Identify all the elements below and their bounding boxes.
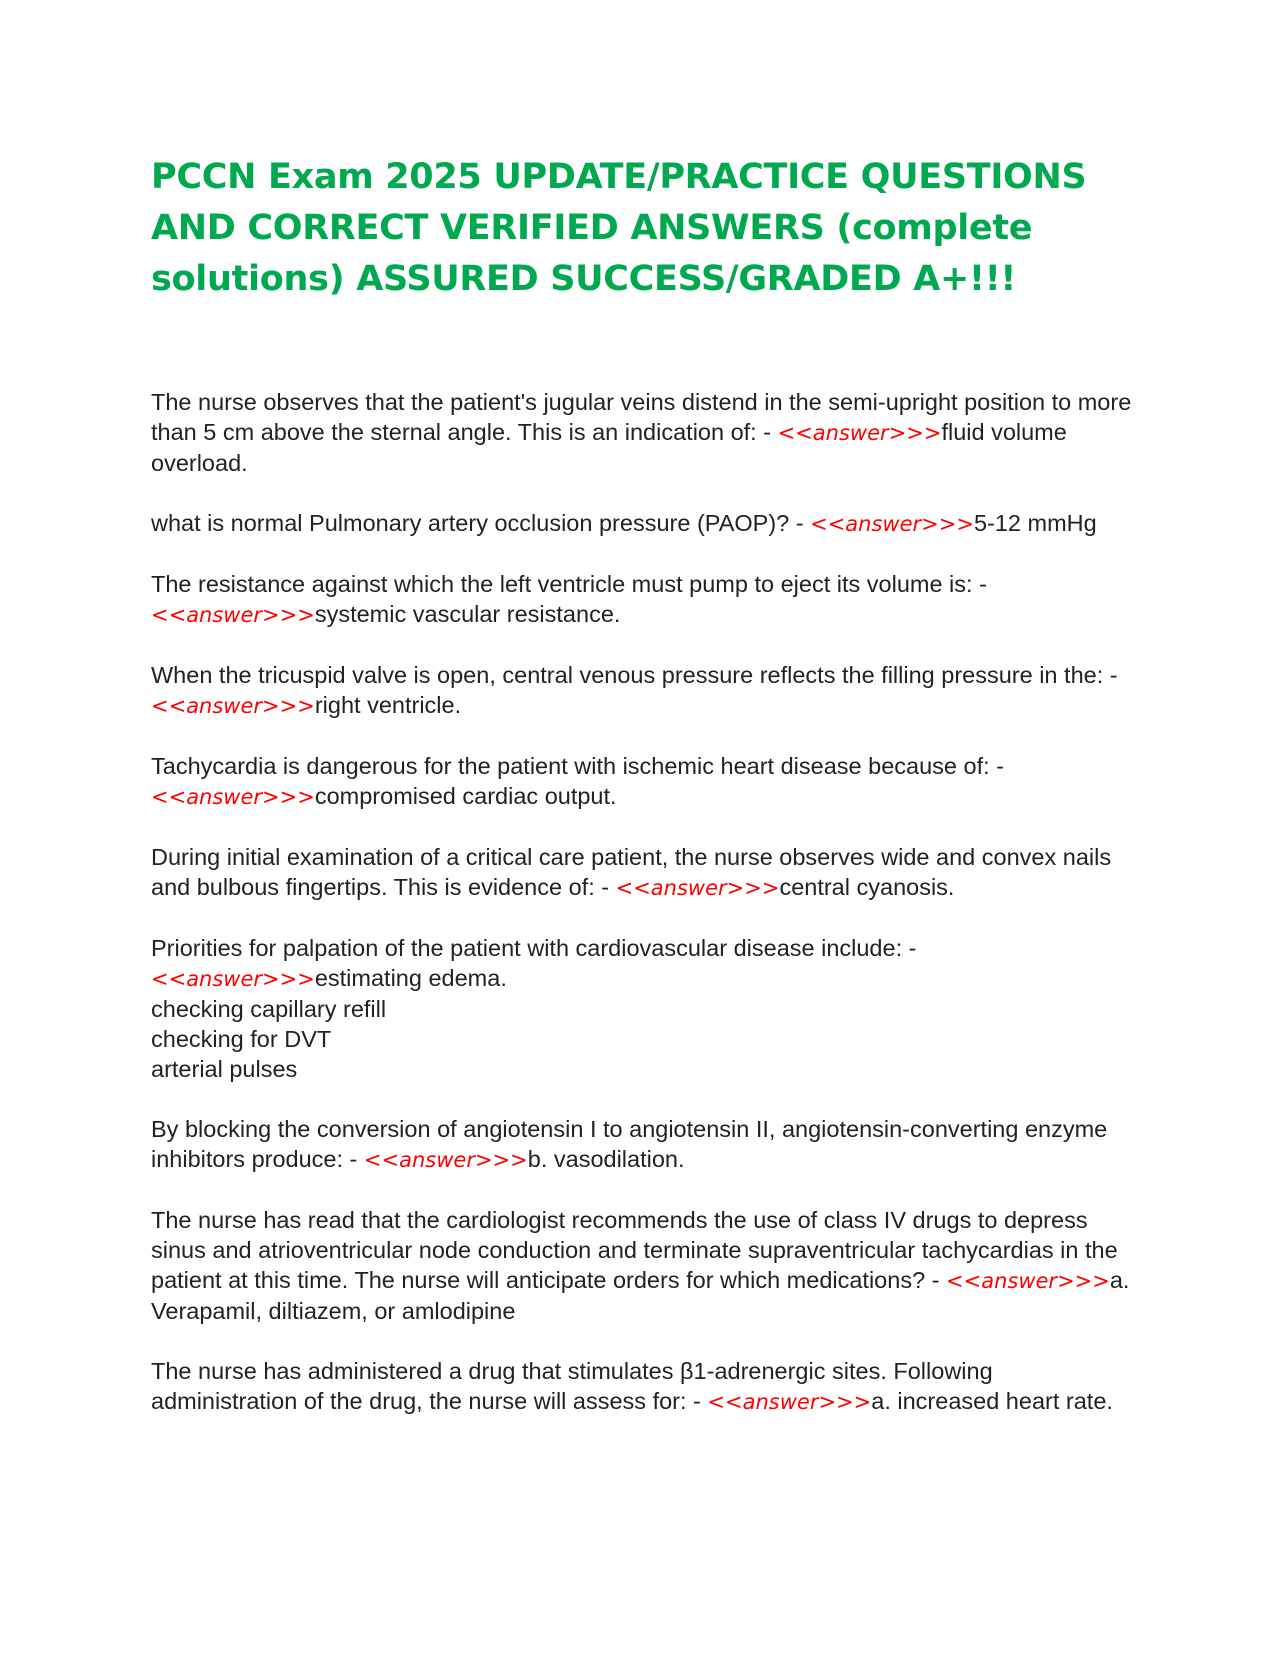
answer-marker: <<answer>>> — [151, 785, 315, 809]
qa-item — [151, 1114, 1141, 1175]
question-text: During initial examination of a critical care patient, the nurse observes wide and convex nails and bulbous fingertips. This is evidence of: - — [151, 844, 1112, 900]
question-text: The resistance against which the left ventricle must pump to eject its volume is: - — [151, 571, 987, 597]
document-title: PCCN Exam 2025 UPDATE/PRACTICE QUESTIONS AND CORRECT VERIFIED ANSWERS (complete solutions) ASSURED SUCCESS/GRADED A+!!! — [151, 157, 1087, 299]
answer-marker: <<answer>>> — [363, 1148, 528, 1172]
question-text: The nurse has administered a drug that stimulates β1-adrenergic sites. Following administration of the drug, the nurse will assess for: - — [151, 1358, 993, 1414]
qa-item — [151, 387, 1141, 478]
question-text: When the tricuspid valve is open, central venous pressure reflects the filling pressure in the: - — [151, 662, 1118, 688]
qa-item — [151, 508, 1141, 539]
qa-list — [151, 387, 1141, 1417]
qa-item — [151, 569, 1141, 630]
answer-text: systemic vascular resistance. — [314, 601, 621, 627]
qa-item — [151, 660, 1141, 721]
question-text: Tachycardia is dangerous for the patient with ischemic heart disease because of: - — [151, 753, 1004, 779]
answer-marker: <<answer>>> — [810, 512, 974, 536]
answer-marker: <<answer>>> — [707, 1390, 872, 1414]
answer-text: central cyanosis. — [779, 874, 955, 900]
qa-item — [151, 933, 1141, 1084]
answer-text: compromised cardiac output. — [314, 783, 617, 809]
qa-item — [151, 842, 1141, 903]
qa-item — [151, 1205, 1141, 1326]
question-text: The nurse observes that the patient's jugular veins distend in the semi-upright position to more than 5 cm above the sternal angle. This is an indication of: - — [151, 389, 1132, 445]
answer-text: fluid volume overload. — [151, 419, 1067, 476]
answer-text: b. vasodilation. — [527, 1146, 685, 1172]
answer-text: a. Verapamil, diltiazem, or amlodipine — [151, 1267, 1130, 1324]
answer-text: 5-12 mmHg — [973, 510, 1097, 536]
question-text: By blocking the conversion of angiotensin I to angiotensin II, angiotensin-converting enzyme inhibitors produce: - — [151, 1116, 1108, 1172]
answer-marker: <<answer>>> — [946, 1269, 1110, 1293]
answer-marker: <<answer>>> — [151, 967, 315, 991]
question-text: The nurse has read that the cardiologist recommends the use of class IV drugs to depress sinus and atrioventricular node conduction and terminate supraventricular tachycardias in the patient at this time. The nurse will anticipate orders for which medications? - — [151, 1207, 1118, 1293]
answer-marker: <<answer>>> — [151, 694, 315, 718]
answer-marker: <<answer>>> — [151, 603, 315, 627]
answer-text: a. increased heart rate. — [871, 1388, 1113, 1414]
question-text: what is normal Pulmonary artery occlusion pressure (PAOP)? - — [151, 510, 811, 536]
question-text: Priorities for palpation of the patient with cardiovascular disease include: - — [151, 935, 917, 961]
qa-item — [151, 1356, 1141, 1417]
qa-item — [151, 751, 1141, 812]
answer-marker: <<answer>>> — [615, 876, 780, 900]
answer-marker: <<answer>>> — [777, 421, 942, 445]
answer-text: right ventricle. — [314, 692, 462, 718]
answer-text: estimating edema. checking capillary refill checking for DVT arterial pulses — [151, 965, 507, 1082]
